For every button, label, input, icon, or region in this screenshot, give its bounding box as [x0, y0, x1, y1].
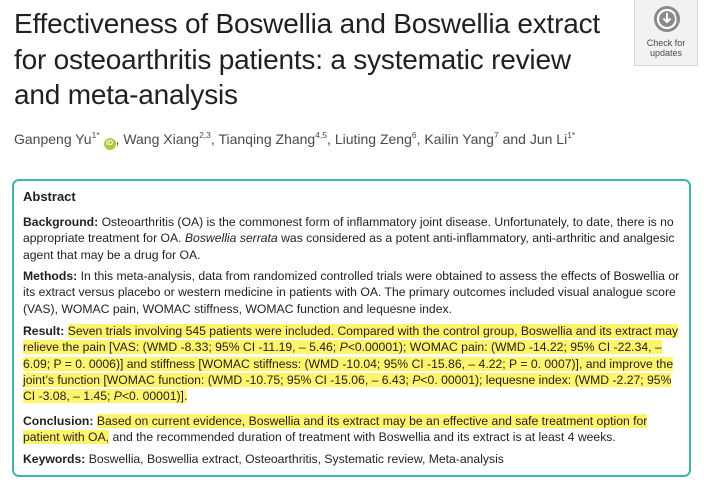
keywords-paragraph — [23, 451, 683, 467]
keywords-text: Boswellia, Boswellia extract, Osteoarthritis, Systematic review, Meta-analysis — [88, 452, 504, 466]
conclusion-label: Conclusion: — [23, 414, 94, 428]
conclusion-text: and the recommended duration of treatment with Boswellia and its extract is at least 4 weeks. — [112, 430, 616, 445]
methods-text: In this meta-analysis, data from randomized controlled trials were obtained to assess the effects of Boswellia or its extract versus placebo or western medicine in patients with OA. The primary outcomes included visual analogue score (VAS), WOMAC pain, WOMAC stiffness, WOMAC function and lequesne index. — [23, 269, 680, 316]
result-text: Seven trials involving 545 patients were included. Compared with the control group, Boswellia and its extract may relieve the pain [VAS: (WMD -8.33; 95% CI -11.19, – 5.46; — [23, 324, 679, 355]
methods-paragraph — [23, 268, 683, 317]
author-name: Ganpeng Yu — [14, 131, 92, 147]
methods-label: Methods: — [23, 269, 78, 283]
orcid-icon[interactable]: iD — [104, 138, 116, 150]
result-text-3: <0. 00001); lequesne index: (WMD -2.27; 95% CI -3.08, – 1.45; — [23, 372, 672, 404]
result-label: Result: — [23, 324, 65, 338]
background-text-2: was considered as a potent anti-inflammatory, anti-arthritic and analgesic agent that may be a drug for OA. — [23, 231, 675, 262]
author-affiliation: 4,5 — [315, 130, 328, 140]
author-affiliation: 6 — [411, 130, 417, 140]
check-for-updates-icon — [652, 4, 682, 34]
author-name: Wang Xiang — [123, 131, 200, 147]
check-for-updates-line2: updates — [649, 48, 683, 58]
p-symbol: P — [113, 389, 122, 404]
conclusion-highlight: Based on current evidence, Boswellia and its extract may be an effective and safe treatment option for patient with OA, — [23, 414, 648, 445]
conclusion-paragraph — [23, 413, 683, 446]
check-for-updates-line1: Check for — [646, 38, 686, 48]
author-affiliation: 1* — [567, 130, 576, 140]
check-for-updates-badge[interactable] — [634, 0, 698, 66]
author-joiner: and — [502, 131, 526, 147]
keywords-label: Keywords: — [23, 452, 86, 466]
abstract-heading: Abstract — [23, 189, 76, 204]
article-title: Effectiveness of Boswellia and Boswellia extract for osteoarthritis patients: a systematic review and meta-analysis — [14, 8, 600, 110]
result-text-4: <0. 00001)]. — [121, 389, 188, 404]
author-affiliation: 7 — [493, 130, 499, 140]
author-name: Tianqing Zhang — [218, 131, 316, 147]
background-paragraph — [23, 214, 683, 263]
result-highlight — [23, 324, 678, 403]
result-text-2: <0.00001); WOMAC pain: (WMD -14.22; 95% CI -22.34, – 6.09; P = 0. 0006)] and stiffness [WOMAC stiffness: (WMD -10.04; 95% CI -15.86, – 4.22; P = 0. 0007)], and improve the joint’s function [WOMAC function: (WMD -10.75; 95% CI -15.06, – 6.43; — [23, 340, 674, 387]
p-symbol: P — [412, 372, 421, 387]
p-symbol: P — [339, 340, 348, 355]
author-list: Ganpeng $Yu^{1*}$ iD , Wang Xiang$^{2,3}$, Tianqing Zhang$^{4,5}$, Liuting Zeng$^6$, Kailin Yang$^7$ and Jun $Li^{1*}$ — [14, 130, 634, 150]
author-name: Kailin Yang — [424, 131, 494, 147]
author-affiliation: 1* — [91, 130, 100, 140]
author-name: Jun Li — [529, 131, 568, 147]
author-affiliation: 2,3 — [199, 130, 211, 140]
author-name: Liuting Zeng — [334, 131, 412, 147]
background-text: Osteoarthritis (OA) is the commonest form of inflammatory joint disease. Unfortunately, to date, there is no appropriate treatment for OA. — [23, 215, 674, 246]
result-paragraph — [23, 323, 683, 404]
background-italic: Boswellia serrata — [184, 231, 278, 246]
abstract-box — [12, 179, 691, 477]
background-label: Background: — [23, 215, 99, 229]
